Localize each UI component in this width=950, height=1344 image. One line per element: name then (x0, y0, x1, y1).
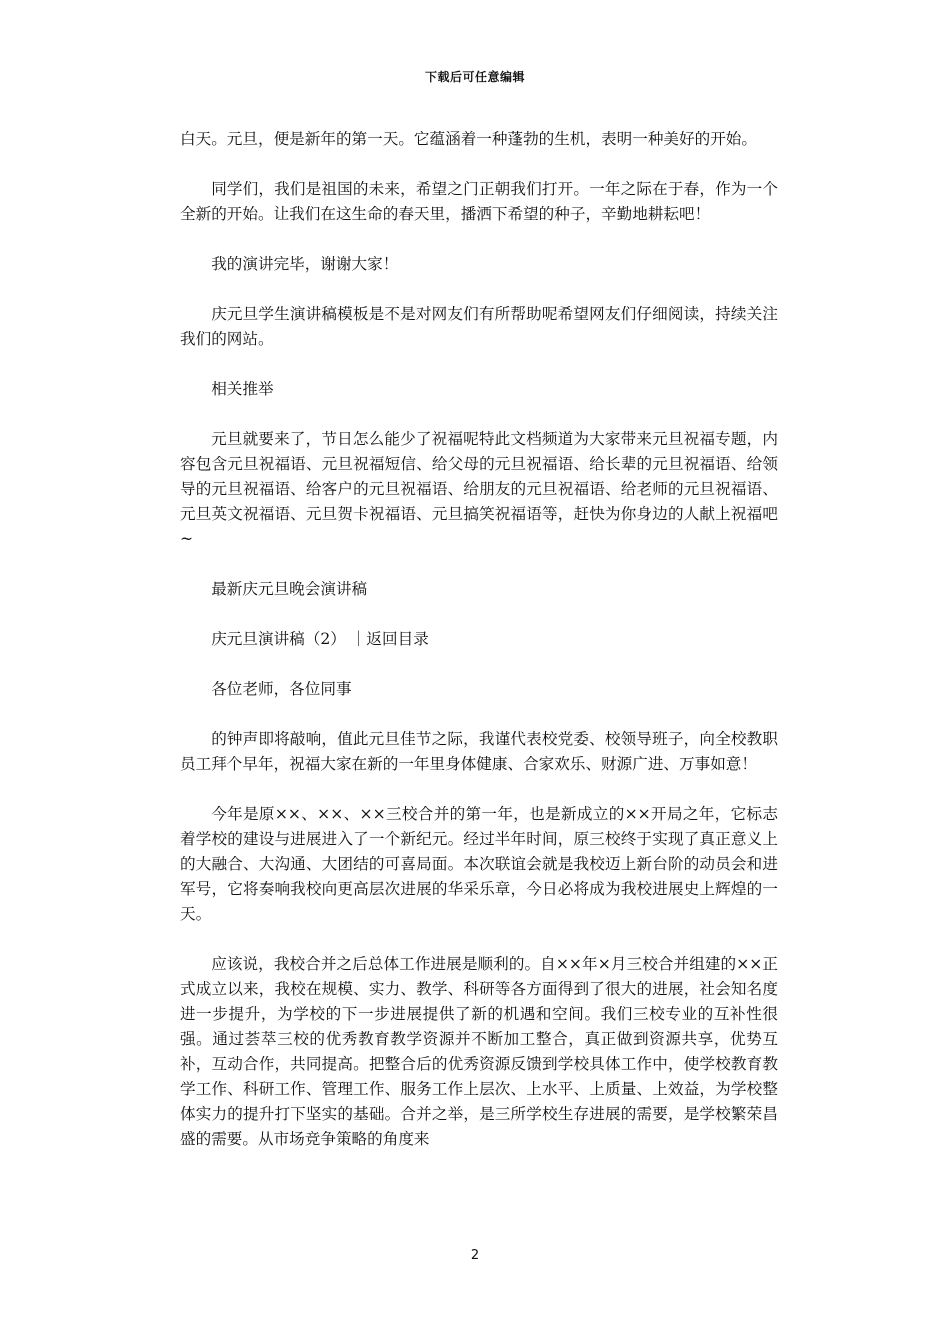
section-heading: 最新庆元旦晚会演讲稿 (211, 580, 368, 598)
paragraph: 元旦就要来了，节日怎么能少了祝福呢特此文档频道为大家带来元旦祝福专题，内容包含元旦祝福语、元旦祝福短信、给父母的元旦祝福语、给长辈的元旦祝福语、给领导的元旦祝福语、给客户的元旦祝福语、给朋友的元旦祝福语、给老师的元旦祝福语、元旦英文祝福语、元旦贺卡祝福语、元旦搞笑祝福语等，赶快为你身边的人献上祝福吧~ (180, 430, 778, 548)
paragraph: 庆元旦学生演讲稿模板是不是对网友们有所帮助呢希望网友们仔细阅读，持续关注我们的网站。 (180, 305, 778, 348)
paragraph: 的钟声即将敲响，值此元旦佳节之际，我谨代表校党委、校领导班子，向全校教职员工拜个早年，祝福大家在新的一年里身体健康、合家欢乐、财源广进、万事如意！ (180, 730, 778, 773)
paragraph: 同学们，我们是祖国的未来，希望之门正朝我们打开。一年之际在于春，作为一个全新的开始。让我们在这生命的春天里，播洒下希望的种子，辛勤地耕耘吧！ (180, 180, 778, 223)
paragraph: 我的演讲完毕，谢谢大家！ (211, 255, 399, 273)
paragraph: 今年是原××、××、××三校合并的第一年，也是新成立的××开局之年，它标志着学校的建设与进展进入了一个新纪元。经过半年时间，原三校终于实现了真正意义上的大融合、大沟通、大团结的可喜局面。本次联谊会就是我校迈上新台阶的动员会和进军号，它将奏响我校向更高层次进展的华采乐章，今日必将成为我校进展史上辉煌的一天。 (180, 805, 778, 923)
section-heading: 相关推举 (211, 380, 274, 398)
page-number: 2 (470, 1248, 480, 1263)
document-body (180, 127, 778, 1177)
salutation: 各位老师，各位同事 (211, 680, 352, 698)
speech-title: 庆元旦演讲稿（2） ｜返回目录 (211, 630, 429, 648)
paragraph: 白天。元旦，便是新年的第一天。它蕴涵着一种蓬勃的生机，表明一种美好的开始。 (180, 130, 757, 148)
paragraph: 应该说，我校合并之后总体工作进展是顺利的。自××年×月三校合并组建的××正式成立以来，我校在规模、实力、教学、科研等各方面得到了很大的进展，社会知名度进一步提升，为学校的下一步进展提供了新的机遇和空间。我们三校专业的互补性很强。通过荟萃三校的优秀教育教学资源并不断加工整合，真正做到资源共享，优势互补，互动合作，共同提高。把整合后的优秀资源反馈到学校具体工作中，使学校教育教学工作、科研工作、管理工作、服务工作上层次、上水平、上质量、上效益，为学校整体实力的提升打下坚实的基础。合并之举，是三所学校生存进展的需要，是学校繁荣昌盛的需要。从市场竞争策略的角度来 (180, 955, 778, 1148)
page-header: 下载后可任意编辑 (424, 70, 525, 84)
